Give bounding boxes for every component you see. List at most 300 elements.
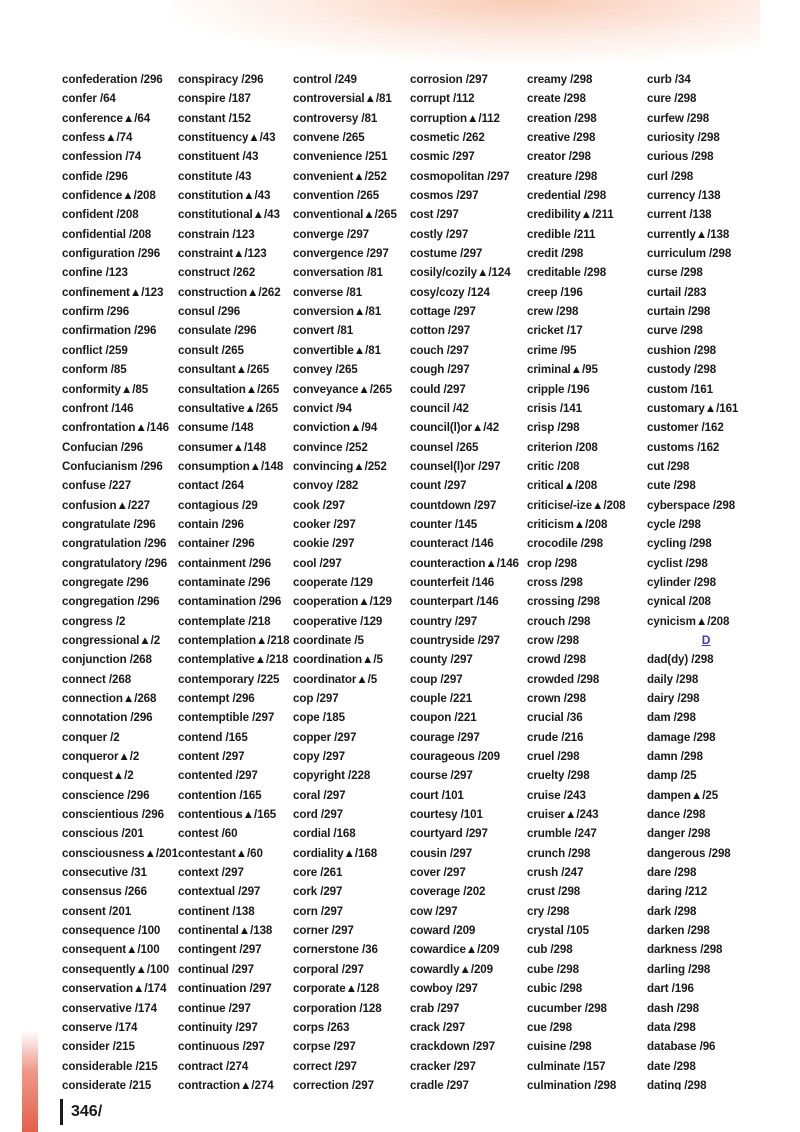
index-entry: contextual /297 [178,885,261,899]
index-entry: cordiality▲/168 [293,846,378,860]
index-entry: constraint▲/123 [178,247,267,261]
index-entry: currency /138 [647,189,721,203]
index-entry: creature /298 [527,169,598,183]
index-entry: couple /221 [410,692,473,705]
index-entry: crow /298 [527,633,579,647]
index-entry: customer /162 [647,421,724,435]
index-entry: creation /298 [527,111,597,125]
index-entry: convert /81 [293,324,354,338]
index-entry: consecutive /31 [62,866,147,880]
index-entry: crack /297 [410,1020,466,1034]
index-entry: curiosity /298 [647,131,720,145]
index-entry: consultation▲/265 [178,382,280,396]
index-entry: cotton /297 [410,324,471,338]
index-entry: conversion▲/81 [293,305,382,319]
index-entry: counterfeit /146 [410,575,495,589]
index-entry: cosmetic /262 [410,131,485,145]
index-entry: courtesy /101 [410,808,483,822]
index-entry: copyright /228 [293,769,371,783]
index-entry: congregation /296 [62,595,160,609]
index-entry: data /298 [647,1020,696,1034]
index-entry: crystal /105 [527,924,589,938]
index-entry: Confucian /296 [62,440,144,454]
index-entry: contented /297 [178,769,258,783]
index-entry: convenient▲/252 [293,169,387,183]
index-entry: cruelty /298 [527,769,590,783]
section-letter: D [701,632,711,647]
index-entry: confirm /296 [62,305,130,319]
index-entry: cost /297 [410,208,459,222]
index-entry: contemplate /218 [178,614,271,628]
index-entry: confide /296 [62,169,128,183]
index-entry: dark /298 [647,904,697,918]
index-entry: council(l)or▲/42 [410,421,500,435]
index-entry: cookie /297 [293,537,355,551]
index-entry: customs /162 [647,440,720,454]
index-entry: corruption▲/112 [410,111,500,125]
index-entry: coordinate /5 [293,633,364,647]
index-entry: dad(dy) /298 [647,653,714,667]
index-entry: coordination▲/5 [293,653,383,667]
index-column-6 [647,70,765,1090]
index-entry: country /297 [410,614,478,628]
index-entry: contentious▲/165 [178,808,277,822]
index-entry: cooperate /129 [293,575,373,589]
index-entry: contain /296 [178,517,244,531]
index-entry: consul /296 [178,305,241,319]
index-entry: county /297 [410,653,473,667]
index-entry: congratulate /296 [62,517,156,531]
index-entry: current /138 [647,208,712,222]
index-entry: conveyance▲/265 [293,382,392,396]
index-entry: conqueror▲/2 [62,750,140,764]
index-entry: darkness /298 [647,943,723,957]
index-entry: consume /148 [178,421,254,435]
index-entry: curious /298 [647,150,714,164]
index-entry: convincing▲/252 [293,459,387,473]
index-entry: crew /298 [527,305,579,319]
index-entry: confer /64 [62,92,116,106]
index-entry: cyclist /298 [647,556,708,570]
index-entry: corrupt /112 [410,92,475,106]
index-entry: cry /298 [527,904,570,918]
index-entry: confine /123 [62,266,128,280]
index-entry: daring /212 [647,885,708,899]
index-entry: confirmation /296 [62,324,157,338]
index-entry: database /96 [647,1040,716,1054]
index-entry: continual /297 [178,962,254,976]
index-entry: creator /298 [527,150,591,164]
index-entry: considerable /215 [62,1059,158,1073]
index-column-3 [293,70,411,1090]
index-entry: construct /262 [178,266,256,280]
index-entry: convince /252 [293,440,368,454]
index-entry: container /296 [178,537,255,551]
index-entry: consequence /100 [62,924,161,938]
index-column-2 [178,70,296,1090]
index-entry: credential /298 [527,189,607,203]
index-entry: contemptible /297 [178,711,275,725]
index-entry: Confucianism /296 [62,459,163,473]
index-entry: cornerstone /36 [293,943,378,957]
index-entry: cook /297 [293,498,345,512]
index-entry: consensus /266 [62,885,147,899]
index-entry: cycling /298 [647,537,712,551]
index-entry: cushion /298 [647,343,717,357]
index-entry: conjunction /268 [62,653,152,667]
index-entry: dance /298 [647,808,706,822]
index-entry: corps /263 [293,1020,350,1034]
index-entry: congratulation /296 [62,537,167,551]
index-entry: curl /298 [647,169,694,183]
index-entry: conscience /296 [62,788,150,802]
index-entry: curse /298 [647,266,703,280]
index-entry: connection▲/268 [62,692,157,705]
index-column-4 [410,70,528,1090]
index-entry: constitutional▲/43 [178,208,280,222]
index-entry: cricket /17 [527,324,583,338]
index-entry: could /297 [410,382,466,396]
index-entry: darling /298 [647,962,711,976]
index-entry: controversy /81 [293,111,378,125]
index-entry: cure /298 [647,92,697,106]
index-entry: constant /152 [178,111,251,125]
index-entry: considerate /215 [62,1078,152,1090]
index-entry: cowardly▲/209 [410,962,493,976]
index-entry: creep /196 [527,285,583,299]
index-entry: corner /297 [293,924,354,938]
index-entry: credibility▲/211 [527,208,614,222]
index-entry: correction /297 [293,1078,374,1090]
index-entry: crisis /141 [527,401,582,415]
index-entry: contamination /296 [178,595,282,609]
index-entry: create /298 [527,92,586,106]
index-entry: criminal▲/95 [527,363,598,377]
index-entry: conscientious /296 [62,808,164,822]
index-entry: convenience /251 [293,150,388,164]
index-entry: conform /85 [62,363,127,377]
index-entry: cosmic /297 [410,150,475,164]
index-entry: critic /208 [527,459,580,473]
index-entry: courtyard /297 [410,827,488,841]
index-entry: critical▲/208 [527,479,598,493]
index-entry: congratulatory /296 [62,556,168,570]
index-entry: confinement▲/123 [62,285,164,299]
index-entry: converse /81 [293,285,363,299]
index-entry: dam /298 [647,711,696,725]
index-entry: controversial▲/81 [293,92,392,106]
index-entry: conflict /259 [62,343,128,357]
index-entry: containment /296 [178,556,272,570]
index-entry: contestant▲/60 [178,846,263,860]
index-entry: contemporary /225 [178,672,280,686]
index-entry: cooperation▲/129 [293,595,392,609]
index-entry: confederation /296 [62,73,163,86]
index-entry: connect /268 [62,672,132,686]
index-column-5 [527,70,645,1090]
index-entry: crust /298 [527,885,581,899]
index-column-1 [62,70,180,1090]
index-entry: cooperative /129 [293,614,383,628]
index-entry: crude /216 [527,730,584,744]
index-entry: cosmos /297 [410,189,479,203]
index-entry: conference▲/64 [62,111,151,125]
index-entry: crop /298 [527,556,578,570]
index-entry: dangerous /298 [647,846,731,860]
index-entry: costume /297 [410,247,483,261]
index-entry: cute /298 [647,479,696,493]
index-entry: continue /297 [178,1001,251,1015]
index-entry: continent /138 [178,904,255,918]
index-entry: crown /298 [527,692,586,705]
index-entry: cowboy /297 [410,982,478,996]
index-entry: context /297 [178,866,244,880]
index-entry: contend /165 [178,730,248,744]
index-entry: cyberspace /298 [647,498,736,512]
index-entry: crowd /298 [527,653,586,667]
index-entry: counterpart /146 [410,595,499,609]
index-entry: copy /297 [293,750,345,764]
index-entry: contempt /296 [178,692,255,705]
index-entry: continuity /297 [178,1020,258,1034]
index-entry: darken /298 [647,924,710,938]
index-entry: cucumber /298 [527,1001,607,1015]
index-entry: continuation /297 [178,982,272,996]
index-entry: costly /297 [410,227,469,241]
index-entry: countryside /297 [410,633,500,647]
index-entry: couch /297 [410,343,469,357]
index-entry: content /297 [178,750,245,764]
index-entry: counsel /265 [410,440,479,454]
index-entry: culmination /298 [527,1078,617,1090]
index-entry: conspiracy /296 [178,73,264,86]
index-entry: consultative▲/265 [178,401,278,415]
index-entry: cop /297 [293,692,339,705]
index-entry: control /249 [293,73,357,86]
index-entry: constitution▲/43 [178,189,271,203]
index-entry: convene /265 [293,131,365,145]
index-entry: criticism▲/208 [527,517,608,531]
index-entry: cosily/cozily▲/124 [410,266,511,280]
index-entry: counteraction▲/146 [410,556,519,570]
index-entry: cork /297 [293,885,343,899]
index-entry: conventional▲/265 [293,208,397,222]
index-entry: confront /146 [62,401,134,415]
index-entry: conversation /81 [293,266,383,280]
index-entry: cube /298 [527,962,579,976]
index-entry: creative /298 [527,131,596,145]
index-entry: conscious /201 [62,827,144,841]
index-entry: crime /95 [527,343,577,357]
index-entry: cynical /208 [647,595,711,609]
index-entry: confess▲/74 [62,131,133,145]
index-entry: cope /185 [293,711,345,725]
index-entry: conspire /187 [178,92,251,106]
index-entry: confidence▲/208 [62,189,156,203]
index-entry: correct /297 [293,1059,357,1073]
index-entry: customary▲/161 [647,401,739,415]
index-entry: contaminate /296 [178,575,271,589]
index-entry: corn /297 [293,904,344,918]
index-entry: consequently▲/100 [62,962,170,976]
index-entry: culminate /157 [527,1059,606,1073]
index-entry: confuse /227 [62,479,132,493]
index-entry: creamy /298 [527,73,593,86]
index-entry: crackdown /297 [410,1040,495,1054]
index-entry: crossing /298 [527,595,600,609]
index-entry: constitute /43 [178,169,252,183]
index-entry: crucial /36 [527,711,583,725]
index-entry: dampen▲/25 [647,788,719,802]
index-entry: cousin /297 [410,846,473,860]
index-entry: congress /2 [62,614,126,628]
index-entry: cruise /243 [527,788,586,802]
index-entry: count /297 [410,479,467,493]
index-entry: corrosion /297 [410,73,488,86]
index-entry: coup /297 [410,672,463,686]
index-entry: constituent /43 [178,150,259,164]
index-entry: conviction▲/94 [293,421,378,435]
index-entry: conquest▲/2 [62,769,134,783]
index-entry: consulate /296 [178,324,257,338]
index-entry: counsel(l)or /297 [410,459,501,473]
index-entry: cruiser▲/243 [527,808,599,822]
index-entry: course /297 [410,769,473,783]
index-entry: confession /74 [62,150,142,164]
index-entry: daily /298 [647,672,699,686]
index-entry: crab /297 [410,1001,460,1015]
index-entry: conserve /174 [62,1020,138,1034]
index-entry: conservation▲/174 [62,982,167,996]
index-entry: cough /297 [410,363,470,377]
index-entry: cylinder /298 [647,575,716,589]
index-entry: crouch /298 [527,614,591,628]
index-entry: curtail /283 [647,285,707,299]
index-entry: contemplation▲/218 [178,633,290,647]
index-entry: credible /211 [527,227,596,241]
index-entry: consultant▲/265 [178,363,270,377]
index-entry: curtain /298 [647,305,711,319]
index-entry: conquer /2 [62,730,120,744]
index-entry: cue /298 [527,1020,572,1034]
index-entry: curriculum /298 [647,247,732,261]
index-entry: dating /298 [647,1078,707,1090]
index-entry: confusion▲/227 [62,498,151,512]
index-entry: coordinator▲/5 [293,672,378,686]
index-entry: coupon /221 [410,711,477,725]
index-entry: cord /297 [293,808,344,822]
index-entry: crowded /298 [527,672,600,686]
index-entry: congregate /296 [62,575,149,589]
index-entry: converge /297 [293,227,370,241]
index-entry: congressional▲/2 [62,633,161,647]
index-entry: courage /297 [410,730,480,744]
index-entry: consult /265 [178,343,244,357]
index-entry: custom /161 [647,382,713,396]
index-entry: core /261 [293,866,343,880]
index-entry: curb /34 [647,73,691,86]
index-entry: cooker /297 [293,517,356,531]
index-entry: cradle /297 [410,1078,469,1090]
index-entry: crocodile /298 [527,537,603,551]
index-entry: courageous /209 [410,750,500,764]
index-entry: council /42 [410,401,469,415]
index-entry: convergence /297 [293,247,389,261]
page-edge-marker [22,1030,38,1132]
index-entry: corporate▲/128 [293,982,380,996]
index-entry: coward /209 [410,924,476,938]
index-entry: contention /165 [178,788,262,802]
index-entry: confidential /208 [62,227,152,241]
index-entry: damn /298 [647,750,703,764]
index-entry: confident /208 [62,208,139,222]
index-entry: curve /298 [647,324,703,338]
index-entry: countdown /297 [410,498,497,512]
index-entry: connotation /296 [62,711,153,725]
index-entry: curfew /298 [647,111,710,125]
index-entry: constituency▲/43 [178,131,276,145]
index-entry: credit /298 [527,247,584,261]
index-entry: copper /297 [293,730,357,744]
index-entry: consciousness▲/201 [62,846,179,860]
index-entry: crumble /247 [527,827,597,841]
index-entry: consumption▲/148 [178,459,284,473]
index-entry: cuisine /298 [527,1040,592,1054]
index-entry: consumer▲/148 [178,440,267,454]
index-entry: cow /297 [410,904,458,918]
index-entry: cut /298 [647,459,690,473]
index-entry: convict /94 [293,401,352,415]
index-entry: cowardice▲/209 [410,943,500,957]
index-entry: cruel /298 [527,750,580,764]
index-entry: convertible▲/81 [293,343,381,357]
index-entry: custody /298 [647,363,717,377]
index-entry: contract /274 [178,1059,249,1073]
index-entry: cracker /297 [410,1059,476,1073]
index-entry: cover /297 [410,866,466,880]
index-entry: configuration /296 [62,247,161,261]
index-entry: contact /264 [178,479,244,493]
index-entry: cottage /297 [410,305,476,319]
index-entry: convey /265 [293,363,358,377]
index-entry: cycle /298 [647,517,701,531]
index-entry: confrontation▲/146 [62,421,169,435]
index-entry: cubic /298 [527,982,583,996]
index-entry: crunch /298 [527,846,591,860]
index-entry: cross /298 [527,575,583,589]
index-entry: cordial /168 [293,827,356,841]
index-entry: continuous /297 [178,1040,265,1054]
index-entry: convoy /282 [293,479,359,493]
index-entry: cub /298 [527,943,573,957]
index-entry: contemplative▲/218 [178,653,289,667]
index-entry: danger /298 [647,827,711,841]
index-entry: dairy /298 [647,692,700,705]
index-entry: corpse /297 [293,1040,356,1054]
index-entry: currently▲/138 [647,227,730,241]
index-entry: cynicism▲/208 [647,614,730,628]
index-entry: conservative /174 [62,1001,157,1015]
index-entry: dare /298 [647,866,697,880]
index-entry: consequent▲/100 [62,943,160,957]
index-entry: criticise/-ize▲/208 [527,498,626,512]
page-number: 346/ [60,1099,102,1125]
index-entry: coverage /202 [410,885,486,899]
index-entry: date /298 [647,1059,696,1073]
index-entry: coral /297 [293,788,346,802]
index-entry: damage /298 [647,730,716,744]
index-entry: consider /215 [62,1040,135,1054]
